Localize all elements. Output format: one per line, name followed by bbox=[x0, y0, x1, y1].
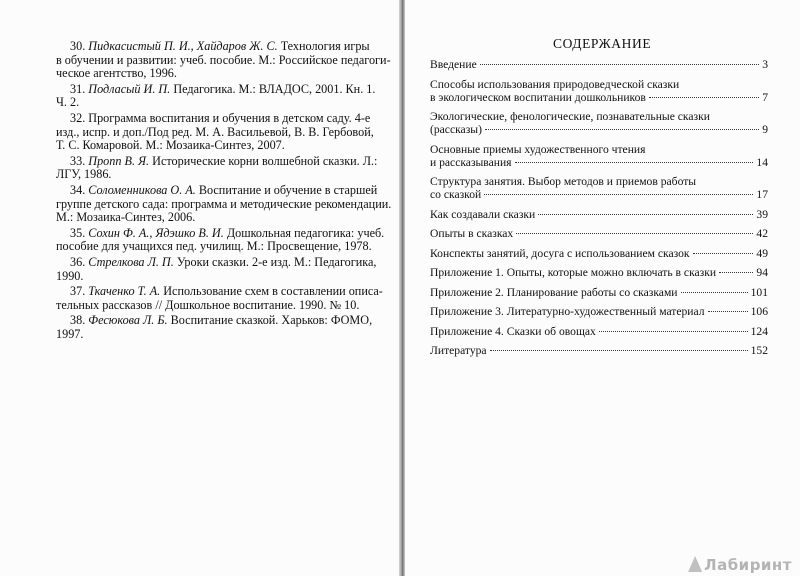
entry-author: Сохин Ф. А., Ядэшко В. И. bbox=[88, 225, 224, 240]
contents-entry bbox=[430, 175, 768, 201]
leader-dots bbox=[649, 96, 759, 98]
bibliography-entry bbox=[56, 284, 383, 312]
entry-text: Воспитание и обучение в старшей bbox=[198, 182, 378, 197]
contents-entry-text: Способы использования природоведческой сказки bbox=[430, 77, 680, 91]
bibliography-line bbox=[56, 126, 378, 140]
contents-entry-text: Приложение 1. Опыты, которые можно включать в сказки bbox=[430, 266, 717, 279]
bibliography-line bbox=[56, 256, 378, 270]
page-number: 49 bbox=[756, 246, 768, 260]
bibliography-line bbox=[56, 40, 378, 54]
contents-entry-row bbox=[430, 156, 768, 169]
page-number: 101 bbox=[750, 285, 768, 299]
page-number: 152 bbox=[750, 344, 768, 357]
bibliography-entry bbox=[56, 314, 378, 341]
page-number: 94 bbox=[756, 266, 768, 279]
page-number: 106 bbox=[750, 305, 768, 318]
entry-text: Использование схем в составлении описа- bbox=[163, 284, 383, 299]
leader-dots bbox=[719, 271, 753, 273]
bibliography-line bbox=[56, 328, 378, 342]
entry-author: Стрелкова Л. П. bbox=[88, 254, 174, 269]
watermark-text: Лабиринт bbox=[704, 556, 792, 574]
bibliography-entry bbox=[56, 112, 378, 153]
entry-text: Т. С. Комаровой. М.: Мозаика-Синтез, 2007. bbox=[56, 138, 285, 153]
entry-text: Технология игры bbox=[280, 39, 370, 53]
entry-number: 32. bbox=[70, 110, 86, 125]
bibliography-line bbox=[56, 139, 378, 153]
leader-dots bbox=[484, 193, 753, 195]
page-number: 9 bbox=[762, 123, 768, 136]
bibliography-line bbox=[56, 211, 378, 225]
page-number: 39 bbox=[756, 207, 768, 221]
contents-entry-row bbox=[430, 344, 768, 357]
bibliography-line bbox=[56, 270, 378, 284]
entry-text: Программа воспитания и обучения в детском саду. 4-е bbox=[88, 110, 371, 125]
entry-author: Фесюкова Л. Б. bbox=[88, 313, 168, 328]
entry-author: Пропп В. Я. bbox=[88, 153, 150, 168]
entry-number: 33. bbox=[70, 153, 86, 168]
contents-entry-text: в экологическом воспитании дошкольников bbox=[430, 90, 646, 104]
bibliography-line bbox=[56, 112, 378, 126]
bibliography-entry bbox=[56, 182, 392, 225]
contents-entry-text: Приложение 3. Литературно-художественный материал bbox=[430, 305, 705, 318]
entry-text: 1990. bbox=[56, 268, 84, 283]
bibliography-line bbox=[56, 52, 391, 68]
contents-entry-text: Приложение 2. Планирование работы со сказками bbox=[430, 285, 678, 299]
bibliography-entry bbox=[56, 39, 391, 81]
entry-text: 1997. bbox=[56, 326, 84, 341]
contents-entry bbox=[430, 78, 768, 104]
entry-number: 36. bbox=[70, 254, 86, 269]
contents-entry-text: Приложение 4. Сказки об овощах bbox=[430, 324, 596, 338]
leader-dots bbox=[599, 330, 748, 332]
entry-text: ЛГУ, 1986. bbox=[56, 167, 112, 182]
contents-entry bbox=[430, 110, 768, 136]
entry-number: 34. bbox=[70, 182, 86, 197]
contents-entry bbox=[430, 58, 768, 71]
contents-entry-row bbox=[430, 227, 768, 240]
leader-dots bbox=[516, 232, 753, 234]
contents-entry-row bbox=[430, 266, 768, 279]
contents-entry-row bbox=[430, 286, 768, 299]
contents-entry-text: Литература bbox=[430, 344, 487, 357]
leader-dots bbox=[480, 63, 759, 65]
entry-text: Педагогика. М.: ВЛАДОС, 2001. Кн. 1. bbox=[173, 81, 376, 96]
contents-entry-text: Как создавали сказки bbox=[430, 207, 536, 221]
bibliography-line bbox=[56, 168, 378, 182]
entry-author: Соломенникова О. А. bbox=[88, 182, 196, 197]
bibliography-line bbox=[56, 299, 378, 313]
contents-entry bbox=[430, 286, 768, 299]
entry-number: 37. bbox=[70, 284, 86, 299]
page-number: 17 bbox=[756, 188, 768, 201]
contents-title: СОДЕРЖАНИЕ bbox=[553, 36, 652, 51]
contents-entry-row bbox=[430, 123, 768, 136]
entry-text: ческое агентство, 1996. bbox=[56, 66, 177, 81]
leader-dots bbox=[485, 128, 759, 130]
entry-text: Дошкольная педагогика: учеб. bbox=[226, 225, 385, 240]
entry-text: Уроки сказки. 2-е изд. М.: Педагогика, bbox=[176, 254, 377, 269]
contents-entry-text: Экологические, фенологические, познавательные сказки bbox=[430, 110, 710, 123]
contents-entry-text: Введение bbox=[430, 58, 477, 71]
contents-entry bbox=[430, 208, 768, 221]
contents-entry bbox=[430, 325, 768, 338]
left-page bbox=[0, 0, 399, 576]
page-number: 7 bbox=[762, 90, 768, 104]
bibliography-line bbox=[56, 240, 378, 254]
leader-dots bbox=[490, 349, 748, 351]
entry-author: Подласый И. П. bbox=[88, 81, 171, 96]
entry-number: 35. bbox=[70, 225, 86, 240]
entry-text: тельных рассказов // Дошкольное воспитание. 1990. № 10. bbox=[56, 297, 360, 312]
contents-entry-text: Структура занятия. Выбор методов и приемов работы bbox=[430, 175, 697, 188]
contents-entry-row bbox=[430, 305, 768, 318]
contents-entry bbox=[430, 344, 768, 357]
bibliography-entry bbox=[56, 225, 385, 254]
entry-number: 31. bbox=[70, 81, 86, 96]
entry-text: М.: Мозаика-Синтез, 2006. bbox=[56, 210, 196, 225]
entry-text: в обучении и развитии: учеб. пособие. М.: Российское педагоги- bbox=[56, 52, 391, 67]
leader-dots bbox=[708, 310, 748, 312]
bibliography-entry bbox=[56, 256, 378, 283]
contents-entry bbox=[430, 247, 768, 260]
contents-entry-row bbox=[430, 247, 768, 260]
entry-text: Ч. 2. bbox=[56, 95, 80, 110]
contents-entry bbox=[430, 143, 768, 169]
entry-text: группе детского сада: программа и методические рекомендации. bbox=[56, 196, 392, 211]
bibliography-line bbox=[56, 67, 378, 81]
entry-author: Ткаченко Т. А. bbox=[88, 284, 161, 299]
contents-entry-text: Конспекты занятий, досуга с использованием сказок bbox=[430, 246, 690, 260]
bibliography-entry bbox=[56, 83, 378, 110]
bibliography-line bbox=[56, 314, 378, 328]
page-number: 3 bbox=[762, 58, 768, 71]
contents-entry bbox=[430, 266, 768, 279]
bibliography-entry bbox=[56, 155, 378, 182]
contents-entry-text: со сказкой bbox=[430, 188, 482, 201]
bibliography-line bbox=[56, 184, 378, 198]
contents-entry-text: (рассказы) bbox=[430, 123, 482, 136]
entry-number: 38. bbox=[70, 313, 86, 328]
contents-entry-text: и рассказывания bbox=[430, 155, 512, 169]
page-number: 14 bbox=[756, 155, 768, 169]
bibliography-line bbox=[56, 96, 378, 110]
bibliography-line bbox=[56, 225, 385, 241]
contents-entry bbox=[430, 305, 768, 318]
labirint-watermark bbox=[688, 556, 792, 574]
contents-entry-text: Опыты в сказках bbox=[430, 227, 514, 240]
contents-entry bbox=[430, 227, 768, 240]
entry-number: 30. bbox=[70, 39, 86, 53]
bibliography-list bbox=[56, 39, 392, 343]
bibliography-line bbox=[56, 196, 392, 212]
contents-entry-row bbox=[430, 91, 768, 104]
leader-dots bbox=[681, 291, 748, 293]
entry-text: Исторические корни волшебной сказки. Л.: bbox=[152, 153, 378, 168]
entry-text: пособие для учащихся пед. училищ. М.: Просвещение, 1978. bbox=[56, 239, 372, 254]
contents-entry-row bbox=[430, 208, 768, 221]
contents-entry-text: Основные приемы художественного чтения bbox=[430, 142, 646, 156]
leader-dots bbox=[515, 161, 754, 163]
contents-entry-row bbox=[430, 325, 768, 338]
bibliography-line bbox=[56, 155, 378, 169]
labirint-logo-icon bbox=[688, 556, 702, 572]
page-number: 42 bbox=[756, 227, 768, 240]
leader-dots bbox=[693, 252, 754, 254]
bibliography-line bbox=[56, 83, 378, 97]
contents-entry-row bbox=[430, 58, 768, 71]
contents-list bbox=[430, 54, 768, 357]
page-number: 124 bbox=[750, 324, 768, 338]
entry-text: изд., испр. и доп./Под ред. М. А. Васильевой, В. В. Гербовой, bbox=[56, 124, 374, 139]
leader-dots bbox=[538, 213, 753, 215]
entry-text: Воспитание сказкой. Харьков: ФОМО, bbox=[170, 313, 373, 328]
contents-entry-row bbox=[430, 188, 768, 201]
entry-author: Пидкасистый П. И., Хайдаров Ж. С. bbox=[88, 39, 278, 53]
bibliography-line bbox=[56, 284, 383, 299]
